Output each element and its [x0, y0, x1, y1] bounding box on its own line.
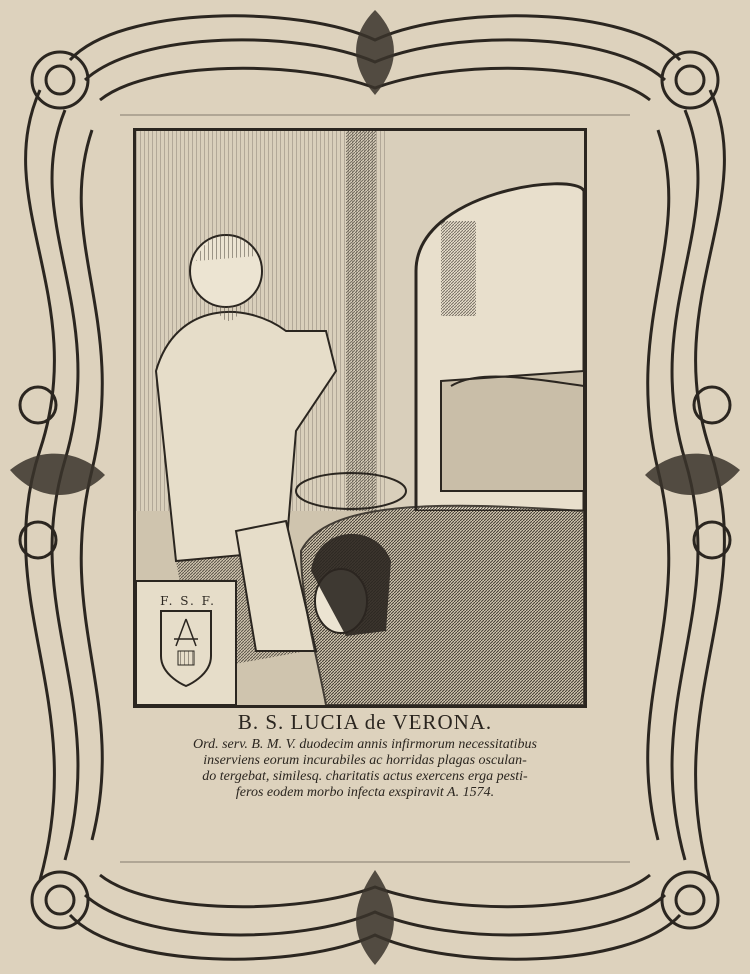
caption-line: Ord. serv. B. M. V. duodecim annis infirmorum necessitatibus — [193, 737, 537, 752]
engraver-monogram: F. S. F. — [160, 594, 216, 608]
scene-illustration — [136, 131, 584, 705]
caption-line: inserviens eorum incurabiles ac horridas plagas osculan- — [203, 753, 527, 768]
caption-block — [130, 710, 600, 801]
caption-line: do tergebat, similesq. charitatis actus exercens erga pesti- — [202, 769, 528, 784]
caption-title: B. S. LUCIA de VERONA. — [237, 710, 493, 734]
caption-line: feros eodem morbo infecta exspiravit A. 1574. — [235, 785, 495, 800]
engraved-scene — [133, 128, 587, 708]
